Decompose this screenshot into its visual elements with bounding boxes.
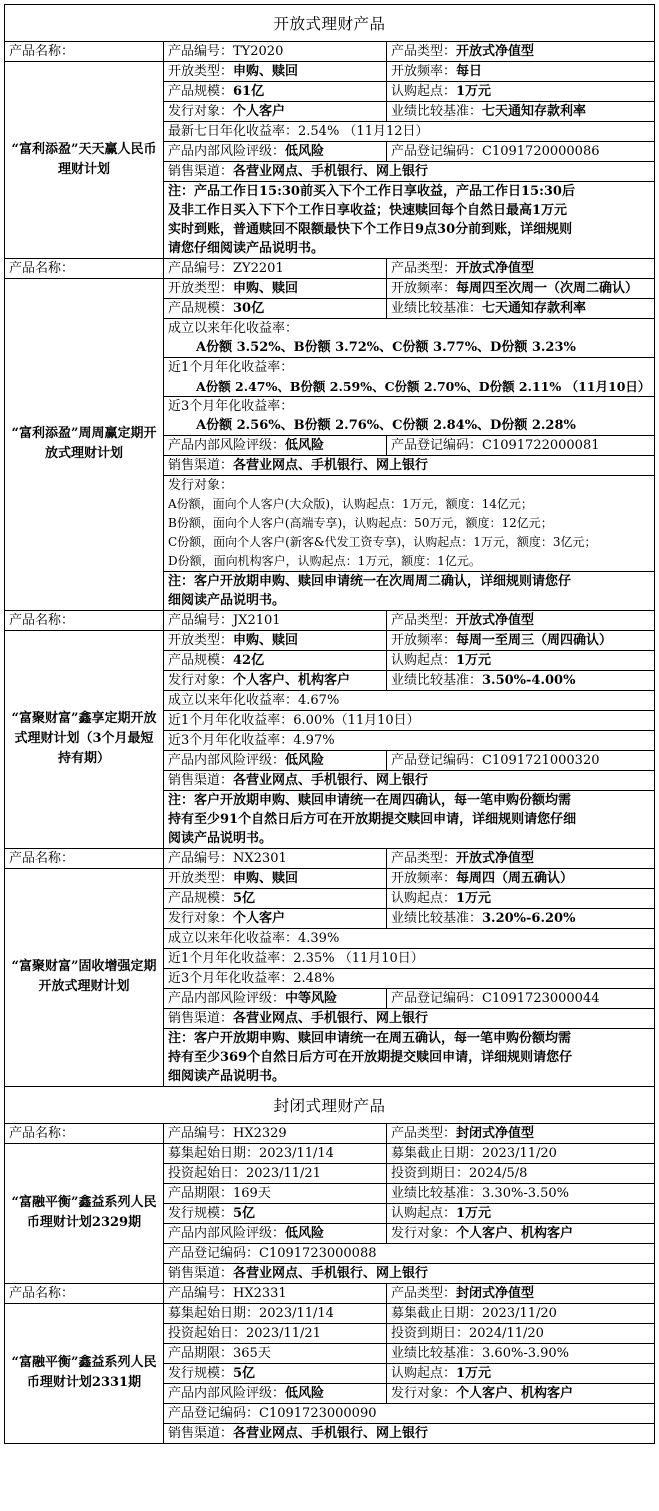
product-code: TY2020 <box>233 44 284 59</box>
product-name-label: 产品名称： <box>5 42 163 62</box>
min-subscription: 1万元 <box>456 84 492 99</box>
target-clients: 个人客户 <box>233 104 286 119</box>
product-hx2331: 产品名称： “富融平衡”鑫益系列人民币理财计划2331期 产品编号：HX2331 产品类型：封闭式净值型 募集起始日期：2023/11/14 募集截止日期：2023/11/20 投资起始日：2023/11/21 投资到期日：2024/11/20 产品期限：365天 业绩比较基准：3.60%-3.90% 发行规模：5亿 认购起点：1万元 产品内部风险评级：低风险 发行对象：个人客户、机构客户 产品登记编码：C1091723000090 销售渠道：各营业网点、手机银行、网上银行 <box>5 1284 654 1443</box>
registration-code: C1091722000081 <box>482 438 600 453</box>
product-term: 365天 <box>233 1346 271 1361</box>
product-type: 开放式净值型 <box>456 613 535 628</box>
yield-1-month: 近1个月年化收益率： A份额 2.47%、B份额 2.59%、C份额 2.70%、D份额 2.11% （11月10日） <box>164 358 654 397</box>
product-gushou: 产品名称： “富聚财富”固收增强定期开放式理财计划 产品编号：NX2301 产品类型：开放式净值型 开放类型：申购、赎回 开放频率：每周四（周五确认） 产品规模：5亿 认购起点：1万元 发行对象：个人客户 业绩比较基准：3.20%-6.20% 成立以来年化收益率：4.39% 近1个月年化收益率：2.35% （11月10日） 近3个月年化收益率：2.48% 产品内部风险评级：中等风险 产品登记编码：C1091723000044 销售渠道：各营业网点、手机银行、网上银行 注：客户开放期申购、赎回申请统一在周五确认，每一笔申购份额均需 持有至少369个自然日后方可在开放期提交赎回申请，详细规则请您仔 细阅读产品说明书。 <box>5 849 654 1087</box>
product-scale: 61亿 <box>233 84 265 99</box>
yield-1-month: 近1个月年化收益率：6.00%（11月10日） <box>168 713 420 728</box>
benchmark: 3.50%-4.00% <box>482 673 576 688</box>
target-clients: 个人客户、机构客户 <box>456 1226 574 1241</box>
benchmark: 3.30%-3.50% <box>482 1186 570 1201</box>
product-type: 开放式净值型 <box>456 261 535 276</box>
product-note: 注：客户开放期申购、赎回申请统一在次周周二确认，详细规则请您仔 细阅读产品说明书。 <box>168 574 572 608</box>
product-type: 开放式净值型 <box>456 44 535 59</box>
product-name: “富利添盈”天天赢人民币理财计划 <box>11 141 157 177</box>
product-sheet <box>4 4 655 1444</box>
registration-code: C1091721000320 <box>482 753 600 768</box>
registration-code: C1091723000088 <box>259 1246 377 1261</box>
benchmark: 七天通知存款利率 <box>482 301 587 316</box>
issue-scale: 5亿 <box>233 1206 256 1221</box>
product-scale: 5亿 <box>233 891 256 906</box>
benchmark: 3.20%-6.20% <box>482 911 576 926</box>
product-scale: 42亿 <box>233 653 265 668</box>
sales-channel: 各营业网点、手机银行、网上银行 <box>233 773 429 788</box>
product-name: “富融平衡”鑫益系列人民币理财计划2329期 <box>11 1195 157 1230</box>
product-name: “富利添盈”周周赢定期开放式理财计划 <box>11 426 157 461</box>
risk-rating: 低风险 <box>285 1226 325 1241</box>
risk-rating: 低风险 <box>285 144 325 159</box>
open-type: 申购、赎回 <box>233 633 299 648</box>
open-frequency: 每日 <box>456 64 483 79</box>
sales-channel: 各营业网点、手机银行、网上银行 <box>233 1266 429 1281</box>
target-shares: 发行对象： A份额，面向个人客户(大众版)，认购起点：1万元，额度：14亿元； B份额，面向个人客户(高端专享)，认购起点：50万元，额度：12亿元； C份额，面向个人客户(新客&代发工资专享)，认购起点：1万元，额度：3亿元； D份额，面向机构客户，认购起点：1万元，额度：1亿元。 <box>164 476 654 572</box>
product-name: “富聚财富”固收增强定期开放式理财计划 <box>11 959 157 994</box>
registration-code: C1091720000086 <box>482 144 600 159</box>
invest-start-date: 2023/11/21 <box>246 1326 321 1341</box>
product-name: “富聚财富”鑫享定期开放式理财计划（3个月最短持有期） <box>11 711 157 766</box>
open-frequency: 每周四至次周一（次周二确认） <box>456 281 639 296</box>
raise-end-date: 2023/11/20 <box>482 1306 557 1321</box>
product-code: JX2101 <box>233 613 281 628</box>
yield-since-inception: 成立以来年化收益率：4.67% <box>168 693 340 708</box>
yield-3-month: 近3个月年化收益率： A份额 2.56%、B份额 2.76%、C份额 2.84%、D份额 2.28% <box>164 397 654 436</box>
yield-3-month: 近3个月年化收益率：4.97% <box>168 733 335 748</box>
risk-rating: 低风险 <box>285 438 325 453</box>
product-hx2329: 产品名称： “富融平衡”鑫益系列人民币理财计划2329期 产品编号：HX2329 产品类型：封闭式净值型 募集起始日期：2023/11/14 募集截止日期：2023/11/20 投资起始日：2023/11/21 投资到期日：2024/5/8 产品期限：169天 业绩比较基准：3.30%-3.50% 发行规模：5亿 认购起点：1万元 产品内部风险评级：低风险 发行对象：个人客户、机构客户 产品登记编码：C1091723000088 销售渠道：各营业网点、手机银行、网上银行 <box>5 1124 654 1284</box>
product-code: HX2331 <box>233 1286 287 1301</box>
product-scale: 30亿 <box>233 301 265 316</box>
target-clients: 个人客户、机构客户 <box>233 673 351 688</box>
benchmark: 七天通知存款利率 <box>482 104 587 119</box>
product-code: HX2329 <box>233 1126 287 1141</box>
invest-end-date: 2024/11/20 <box>469 1326 544 1341</box>
raise-start-date: 2023/11/14 <box>259 1306 334 1321</box>
product-name-label: 产品名称： <box>5 849 163 869</box>
target-clients: 个人客户 <box>233 911 286 926</box>
product-name-label: 产品名称： <box>5 1124 163 1144</box>
yield-since-inception: 成立以来年化收益率：4.39% <box>168 931 340 946</box>
product-name-label: 产品名称： <box>5 1284 163 1304</box>
sales-channel: 各营业网点、手机银行、网上银行 <box>233 1011 429 1026</box>
product-code: NX2301 <box>233 851 287 866</box>
open-frequency: 每周一至周三（周四确认） <box>456 633 613 648</box>
product-code: ZY2201 <box>233 261 284 276</box>
min-subscription: 1万元 <box>456 1366 492 1381</box>
sales-channel: 各营业网点、手机银行、网上银行 <box>233 1426 429 1441</box>
product-type: 封闭式净值型 <box>456 1286 535 1301</box>
product-xinxiang: 产品名称： “富聚财富”鑫享定期开放式理财计划（3个月最短持有期） 产品编号：JX2101 产品类型：开放式净值型 开放类型：申购、赎回 开放频率：每周一至周三（周四确认） 产品规模：42亿 认购起点：1万元 发行对象：个人客户、机构客户 业绩比较基准：3.50%-4.00% 成立以来年化收益率：4.67% 近1个月年化收益率：6.00%（11月10日） 近3个月年化收益率：4.97% 产品内部风险评级：低风险 产品登记编码：C1091721000320 销售渠道：各营业网点、手机银行、网上银行 注：客户开放期申购、赎回申请统一在周四确认，每一笔申购份额均需 持有至少91个自然日后方可在开放期提交赎回申请，详细规则请您仔细 阅读产品说明书。 <box>5 611 654 849</box>
product-note: 注：产品工作日15:30前买入下个工作日享收益，产品工作日15:30后 及非工作日买入下下个工作日享收益；快速赎回每个自然日最高1万元 实时到账，普通赎回不限额最快下个工作日9点30分前到账，详细规则 请您仔细阅读产品说明书。 <box>168 184 575 256</box>
product-name-label: 产品名称： <box>5 259 163 279</box>
product-term: 169天 <box>233 1186 271 1201</box>
closed-section-title: 封闭式理财产品 <box>5 1087 654 1124</box>
registration-code: C1091723000044 <box>482 991 600 1006</box>
open-type: 申购、赎回 <box>233 64 299 79</box>
benchmark: 3.60%-3.90% <box>482 1346 570 1361</box>
yield-3-month: 近3个月年化收益率：2.48% <box>168 971 335 986</box>
yield-since-inception: 成立以来年化收益率： A份额 3.52%、B份额 3.72%、C份额 3.77%、D份额 3.23% <box>164 319 654 358</box>
sales-channel: 各营业网点、手机银行、网上银行 <box>233 458 429 473</box>
product-type: 开放式净值型 <box>456 851 535 866</box>
product-zhouzhouying: 产品名称： “富利添盈”周周赢定期开放式理财计划 产品编号：ZY2201 产品类型：开放式净值型 开放类型：申购、赎回 开放频率：每周四至次周一（次周二确认） 产品规模：30亿 业绩比较基准：七天通知存款利率 成立以来年化收益率： A份额 3.52%、B份额 3.72%、C份额 3.77%、D份额 3.23% 近1个月年化收益率： A份额 2.47%、B份额 2.59%、C份额 2.70%、D份额 2.11% （11月10日） 近3个月年化收益率： A份额 2.56%、B份额 2.76%、C份额 2.84%、D份额 2.28% 产品内部风险评级：低风险 产品登记编码：C1091722000081 销售渠道：各营业网点、手机银行、网上银行 发行对象： A份额，面向个人客户(大众版)，认购起点：1万元，额度：14亿元； B份额，面向个人客户(高端专享)，认购起点：50万元，额度：12亿元； C份额，面向个人客户(新客&代发工资专享)，认购起点：1万元，额度：3亿元； D份额，面向机构客户，认购起点：1万元，额度：1亿元。 注：客户开放期申购、赎回申请统一在次周周二确认，详细规则请您仔 细阅读产品说明书。 <box>5 259 654 611</box>
min-subscription: 1万元 <box>456 891 492 906</box>
min-subscription: 1万元 <box>456 1206 492 1221</box>
yield-1-month: 近1个月年化收益率：2.35% （11月10日） <box>168 951 424 966</box>
sales-channel: 各营业网点、手机银行、网上银行 <box>233 164 429 179</box>
product-name: “富融平衡”鑫益系列人民币理财计划2331期 <box>11 1355 157 1390</box>
registration-code: C1091723000090 <box>259 1406 377 1421</box>
open-frequency: 每周四（周五确认） <box>456 871 574 886</box>
raise-start-date: 2023/11/14 <box>259 1146 334 1161</box>
product-tiantianying: 产品名称： “富利添盈”天天赢人民币理财计划 产品编号：TY2020 产品类型：开放式净值型 开放类型：申购、赎回 开放频率：每日 产品规模：61亿 认购起点：1万元 发行对象：个人客户 业绩比较基准：七天通知存款利率 最新七日年化收益率：2.54% （11月12日） 产品内部风险评级：低风险 产品登记编码：C1091720000086 销售渠道：各营业网点、手机银行、网上银行 注：产品工作日15:30前买入下个工作日享收益，产品工作日15:30后 及非工作日买入下下个工作日享收益；快速赎回每个自然日最高1万元 实时到账，普通赎回不限额最快下个工作日9点30分前到账，详细规则 请您仔细阅读产品说明书。 <box>5 42 654 259</box>
yield-7day: 最新七日年化收益率：2.54% （11月12日） <box>168 124 429 139</box>
min-subscription: 1万元 <box>456 653 492 668</box>
risk-rating: 中等风险 <box>285 991 338 1006</box>
invest-start-date: 2023/11/21 <box>246 1166 321 1181</box>
product-type: 封闭式净值型 <box>456 1126 535 1141</box>
raise-end-date: 2023/11/20 <box>482 1146 557 1161</box>
product-name-label: 产品名称： <box>5 611 163 631</box>
invest-end-date: 2024/5/8 <box>469 1166 528 1181</box>
risk-rating: 低风险 <box>285 1386 325 1401</box>
product-note: 注：客户开放期申购、赎回申请统一在周五确认，每一笔申购份额均需 持有至少369个自然日后方可在开放期提交赎回申请，详细规则请您仔 细阅读产品说明书。 <box>168 1031 573 1084</box>
target-clients: 个人客户、机构客户 <box>456 1386 574 1401</box>
risk-rating: 低风险 <box>285 753 325 768</box>
issue-scale: 5亿 <box>233 1366 256 1381</box>
open-section-title: 开放式理财产品 <box>5 5 654 42</box>
open-type: 申购、赎回 <box>233 281 299 296</box>
open-type: 申购、赎回 <box>233 871 299 886</box>
product-note: 注：客户开放期申购、赎回申请统一在周四确认，每一笔申购份额均需 持有至少91个自然日后方可在开放期提交赎回申请，详细规则请您仔细 阅读产品说明书。 <box>168 793 577 846</box>
